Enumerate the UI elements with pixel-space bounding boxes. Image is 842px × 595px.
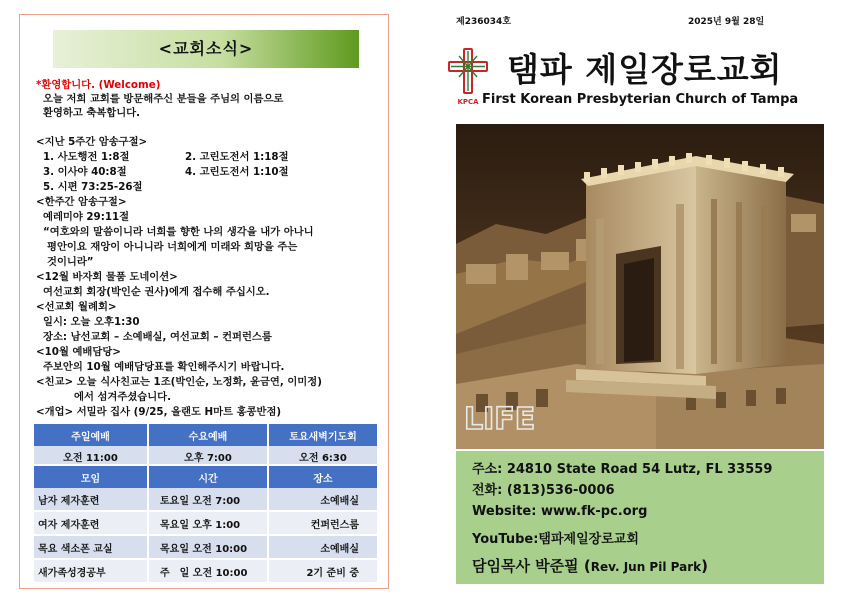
- table-row: [34, 511, 377, 535]
- welcome-heading: *환영합니다. (Welcome): [36, 79, 161, 91]
- worship-schedule-table: [34, 424, 377, 466]
- past-verse-4: 4. 고린도전서 1:10절: [185, 166, 289, 178]
- group-header-place: 장소: [268, 466, 377, 488]
- group-schedule-table: [34, 466, 377, 584]
- group-name: 새가족성경공부: [34, 559, 148, 583]
- church-name-english: First Korean Presbyterian Church of Tampa: [482, 92, 799, 107]
- youtube-link[interactable]: YouTube:탬파제일장로교회: [472, 532, 639, 547]
- life-watermark: LIFE: [464, 402, 536, 437]
- group-header-time: 시간: [148, 466, 268, 488]
- weekly-verse-heading: <한주간 암송구절>: [36, 196, 127, 208]
- mission-meeting-time: 일시: 오늘 오후1:30: [43, 316, 140, 328]
- group-place: 2기 준비 중: [268, 559, 377, 583]
- address: 주소: 24810 State Road 54 Lutz, FL 33559: [472, 462, 773, 477]
- phone: 전화: (813)536-0006: [472, 483, 615, 498]
- group-place: 소예배실: [268, 535, 377, 559]
- group-header-meeting: 모임: [34, 466, 148, 488]
- website-link[interactable]: Website: www.fk-pc.org: [472, 504, 648, 519]
- group-place: 소예배실: [268, 488, 377, 511]
- bazaar-heading: <12월 바자회 물품 도네이션>: [36, 271, 178, 283]
- welcome-text-line1: 오늘 저희 교회를 방문해주신 분들을 주님의 이름으로: [43, 93, 284, 105]
- pastor-name-korean: 담임목사 박준필 (: [472, 557, 591, 575]
- fellowship-text-2: 에서 섬겨주셨습니다.: [74, 391, 172, 403]
- worship-header-wednesday: 수요예배: [148, 424, 268, 446]
- pastor-name-close: ): [701, 557, 708, 575]
- church-news-panel: [19, 14, 389, 589]
- temple-model-photo: [456, 124, 824, 449]
- group-time: 주 일 오전 10:00: [148, 559, 268, 583]
- table-row: [34, 535, 377, 559]
- worship-time-wednesday: 오후 7:00: [148, 446, 268, 465]
- bazaar-text: 여선교회 회장(박인순 권사)에게 접수해 주십시오.: [43, 286, 270, 298]
- past-verse-2: 2. 고린도전서 1:18절: [185, 151, 289, 163]
- worship-header-saturday: 토요새벽기도회: [268, 424, 377, 446]
- weekly-verse-text-1: “여호와의 말씀이니라 너희를 향한 나의 생각을 내가 아나니: [43, 226, 314, 238]
- group-name: 목요 색소폰 교실: [34, 535, 148, 559]
- mission-meeting-heading: <선교회 월례회>: [36, 301, 117, 313]
- church-info-box: [456, 451, 824, 584]
- issue-number: 제236034호: [456, 17, 511, 27]
- group-name: 여자 제자훈련: [34, 511, 148, 535]
- worship-header-sunday: 주일예배: [34, 424, 148, 446]
- worship-time-sunday: 오전 11:00: [34, 446, 148, 465]
- past-verses-heading: <지난 5주간 암송구절>: [36, 136, 148, 148]
- welcome-text-line2: 환영하고 축복합니다.: [43, 107, 141, 119]
- mission-meeting-place: 장소: 남선교회 – 소예배실, 여선교회 – 컨퍼런스룸: [43, 331, 272, 343]
- worship-duty-text: 주보안의 10월 예배담당표를 확인해주시기 바랍니다.: [43, 361, 285, 373]
- group-time: 목요일 오전 10:00: [148, 535, 268, 559]
- church-news-banner: <교회소식>: [53, 30, 359, 68]
- church-name-korean: 탬파 제일장로교회: [507, 50, 783, 89]
- fellowship-text: <친교> 오늘 식사친교는 1조(박인순, 노정화, 윤금연, 이미정): [36, 376, 322, 388]
- worship-time-saturday: 오전 6:30: [268, 446, 377, 465]
- group-place: 컨퍼런스룸: [268, 511, 377, 535]
- table-row: [34, 488, 377, 511]
- weekly-verse-text-2: 평안이요 재앙이 아니니라 너희에게 미래와 희망을 주는: [47, 241, 298, 253]
- logo-text: KPCA: [457, 98, 479, 106]
- past-verse-1: 1. 사도행전 1:8절: [43, 151, 130, 163]
- past-verse-3: 3. 이사야 40:8절: [43, 166, 127, 178]
- group-time: 목요일 오후 1:00: [148, 511, 268, 535]
- table-row: [34, 559, 377, 583]
- past-verse-5: 5. 시편 73:25-26절: [43, 181, 143, 193]
- pastor-name: [472, 555, 708, 576]
- opening-text: <개업> 서밀라 집사 (9/25, 올랜도 H마트 홍콩반점): [36, 406, 282, 418]
- worship-duty-heading: <10월 예배담당>: [36, 346, 121, 358]
- weekly-verse-text-3: 것이니라”: [47, 256, 94, 268]
- pastor-name-english: Rev. Jun Pil Park: [590, 560, 702, 574]
- group-name: 남자 제자훈련: [34, 488, 148, 511]
- bulletin-date: 2025년 9월 28일: [688, 17, 765, 27]
- group-time: 토요일 오전 7:00: [148, 488, 268, 511]
- weekly-verse-ref: 예레미야 29:11절: [43, 211, 130, 223]
